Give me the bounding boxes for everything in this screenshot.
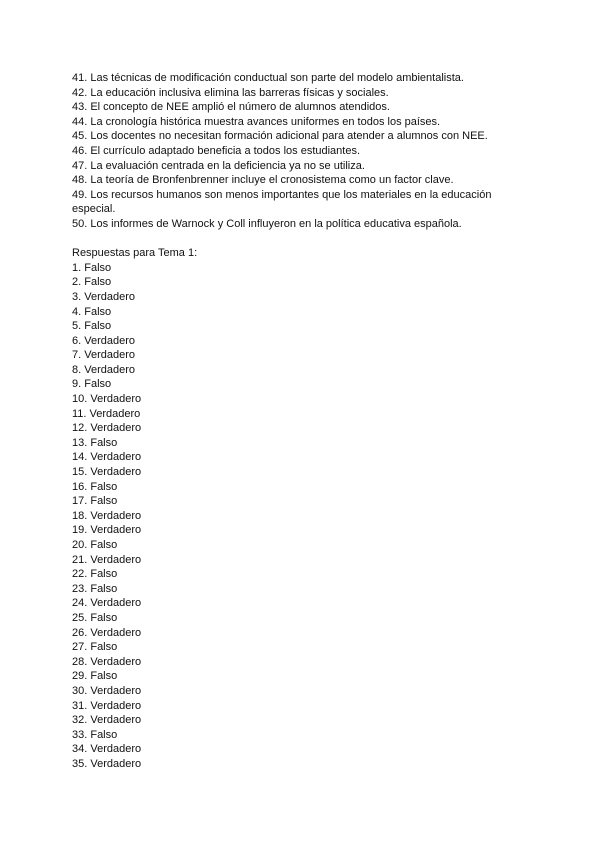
answer-item: 22. Falso (72, 568, 118, 581)
answer-item: 3. Verdadero (72, 290, 135, 303)
answers-title: Respuestas para Tema 1: (72, 247, 198, 260)
answer-item: 18. Verdadero (72, 509, 142, 522)
answer-item: 2. Falso (72, 276, 112, 289)
answer-item: 24. Verdadero (72, 597, 142, 610)
answer-item: 26. Verdadero (72, 626, 142, 639)
answer-list (72, 261, 532, 772)
answer-item: 30. Verdadero (72, 684, 142, 697)
answer-item: 4. Falso (72, 305, 112, 318)
question-item: 44. La cronología histórica muestra avances uniformes en todos los países. (72, 115, 441, 128)
answer-item: 7. Verdadero (72, 349, 135, 362)
answer-item: 5. Falso (72, 320, 112, 333)
answer-item: 14. Verdadero (72, 451, 142, 464)
answer-item: 29. Falso (72, 670, 118, 683)
question-item: 45. Los docentes no necesitan formación adicional para atender a alumnos con NEE. (72, 130, 488, 143)
answer-item: 17. Falso (72, 495, 118, 508)
answer-item: 35. Verdadero (72, 757, 142, 770)
answer-item: 10. Verdadero (72, 393, 142, 406)
answer-item: 8. Verdadero (72, 363, 135, 376)
answer-item: 11. Verdadero (72, 407, 141, 420)
answer-item: 28. Verdadero (72, 655, 142, 668)
answer-item: 21. Verdadero (72, 553, 142, 566)
answer-item: 9. Falso (72, 378, 112, 391)
question-item: 41. Las técnicas de modificación conductual son parte del modelo ambientalista. (72, 72, 464, 84)
answer-item: 32. Verdadero (72, 714, 142, 727)
answer-item: 20. Falso (72, 539, 118, 551)
answer-item: 25. Falso (72, 611, 118, 624)
question-list (72, 71, 532, 232)
question-item: 50. Los informes de Warnock y Coll influyeron en la política educativa española. (72, 217, 462, 230)
question-item: 43. El concepto de NEE amplió el número de alumnos atendidos. (72, 101, 390, 114)
section-spacer (72, 232, 532, 247)
answer-item: 6. Verdadero (72, 334, 135, 347)
answer-item: 13. Falso (72, 436, 118, 449)
answer-item: 27. Falso (72, 641, 118, 654)
answer-item: 23. Falso (72, 582, 118, 595)
answer-item: 1. Falso (72, 261, 112, 274)
answer-item: 34. Verdadero (72, 743, 142, 756)
question-item: 49. Los recursos humanos son menos importantes que los materiales en la educación especial. (72, 188, 492, 216)
question-item: 46. El currículo adaptado beneficia a todos los estudiantes. (72, 144, 361, 157)
answer-item: 33. Falso (72, 728, 118, 741)
answer-item: 31. Verdadero (72, 699, 142, 712)
question-item: 47. La evaluación centrada en la deficiencia ya no se utiliza. (72, 159, 365, 172)
answer-item: 19. Verdadero (72, 524, 142, 537)
answer-item: 15. Verdadero (72, 466, 142, 479)
answer-item: 12. Verdadero (72, 422, 142, 435)
question-item: 42. La educación inclusiva elimina las barreras físicas y sociales. (72, 86, 389, 99)
answer-item: 16. Falso (72, 480, 118, 493)
question-item: 48. La teoría de Bronfenbrenner incluye el cronosistema como un factor clave. (72, 174, 454, 187)
document-content (72, 71, 532, 772)
